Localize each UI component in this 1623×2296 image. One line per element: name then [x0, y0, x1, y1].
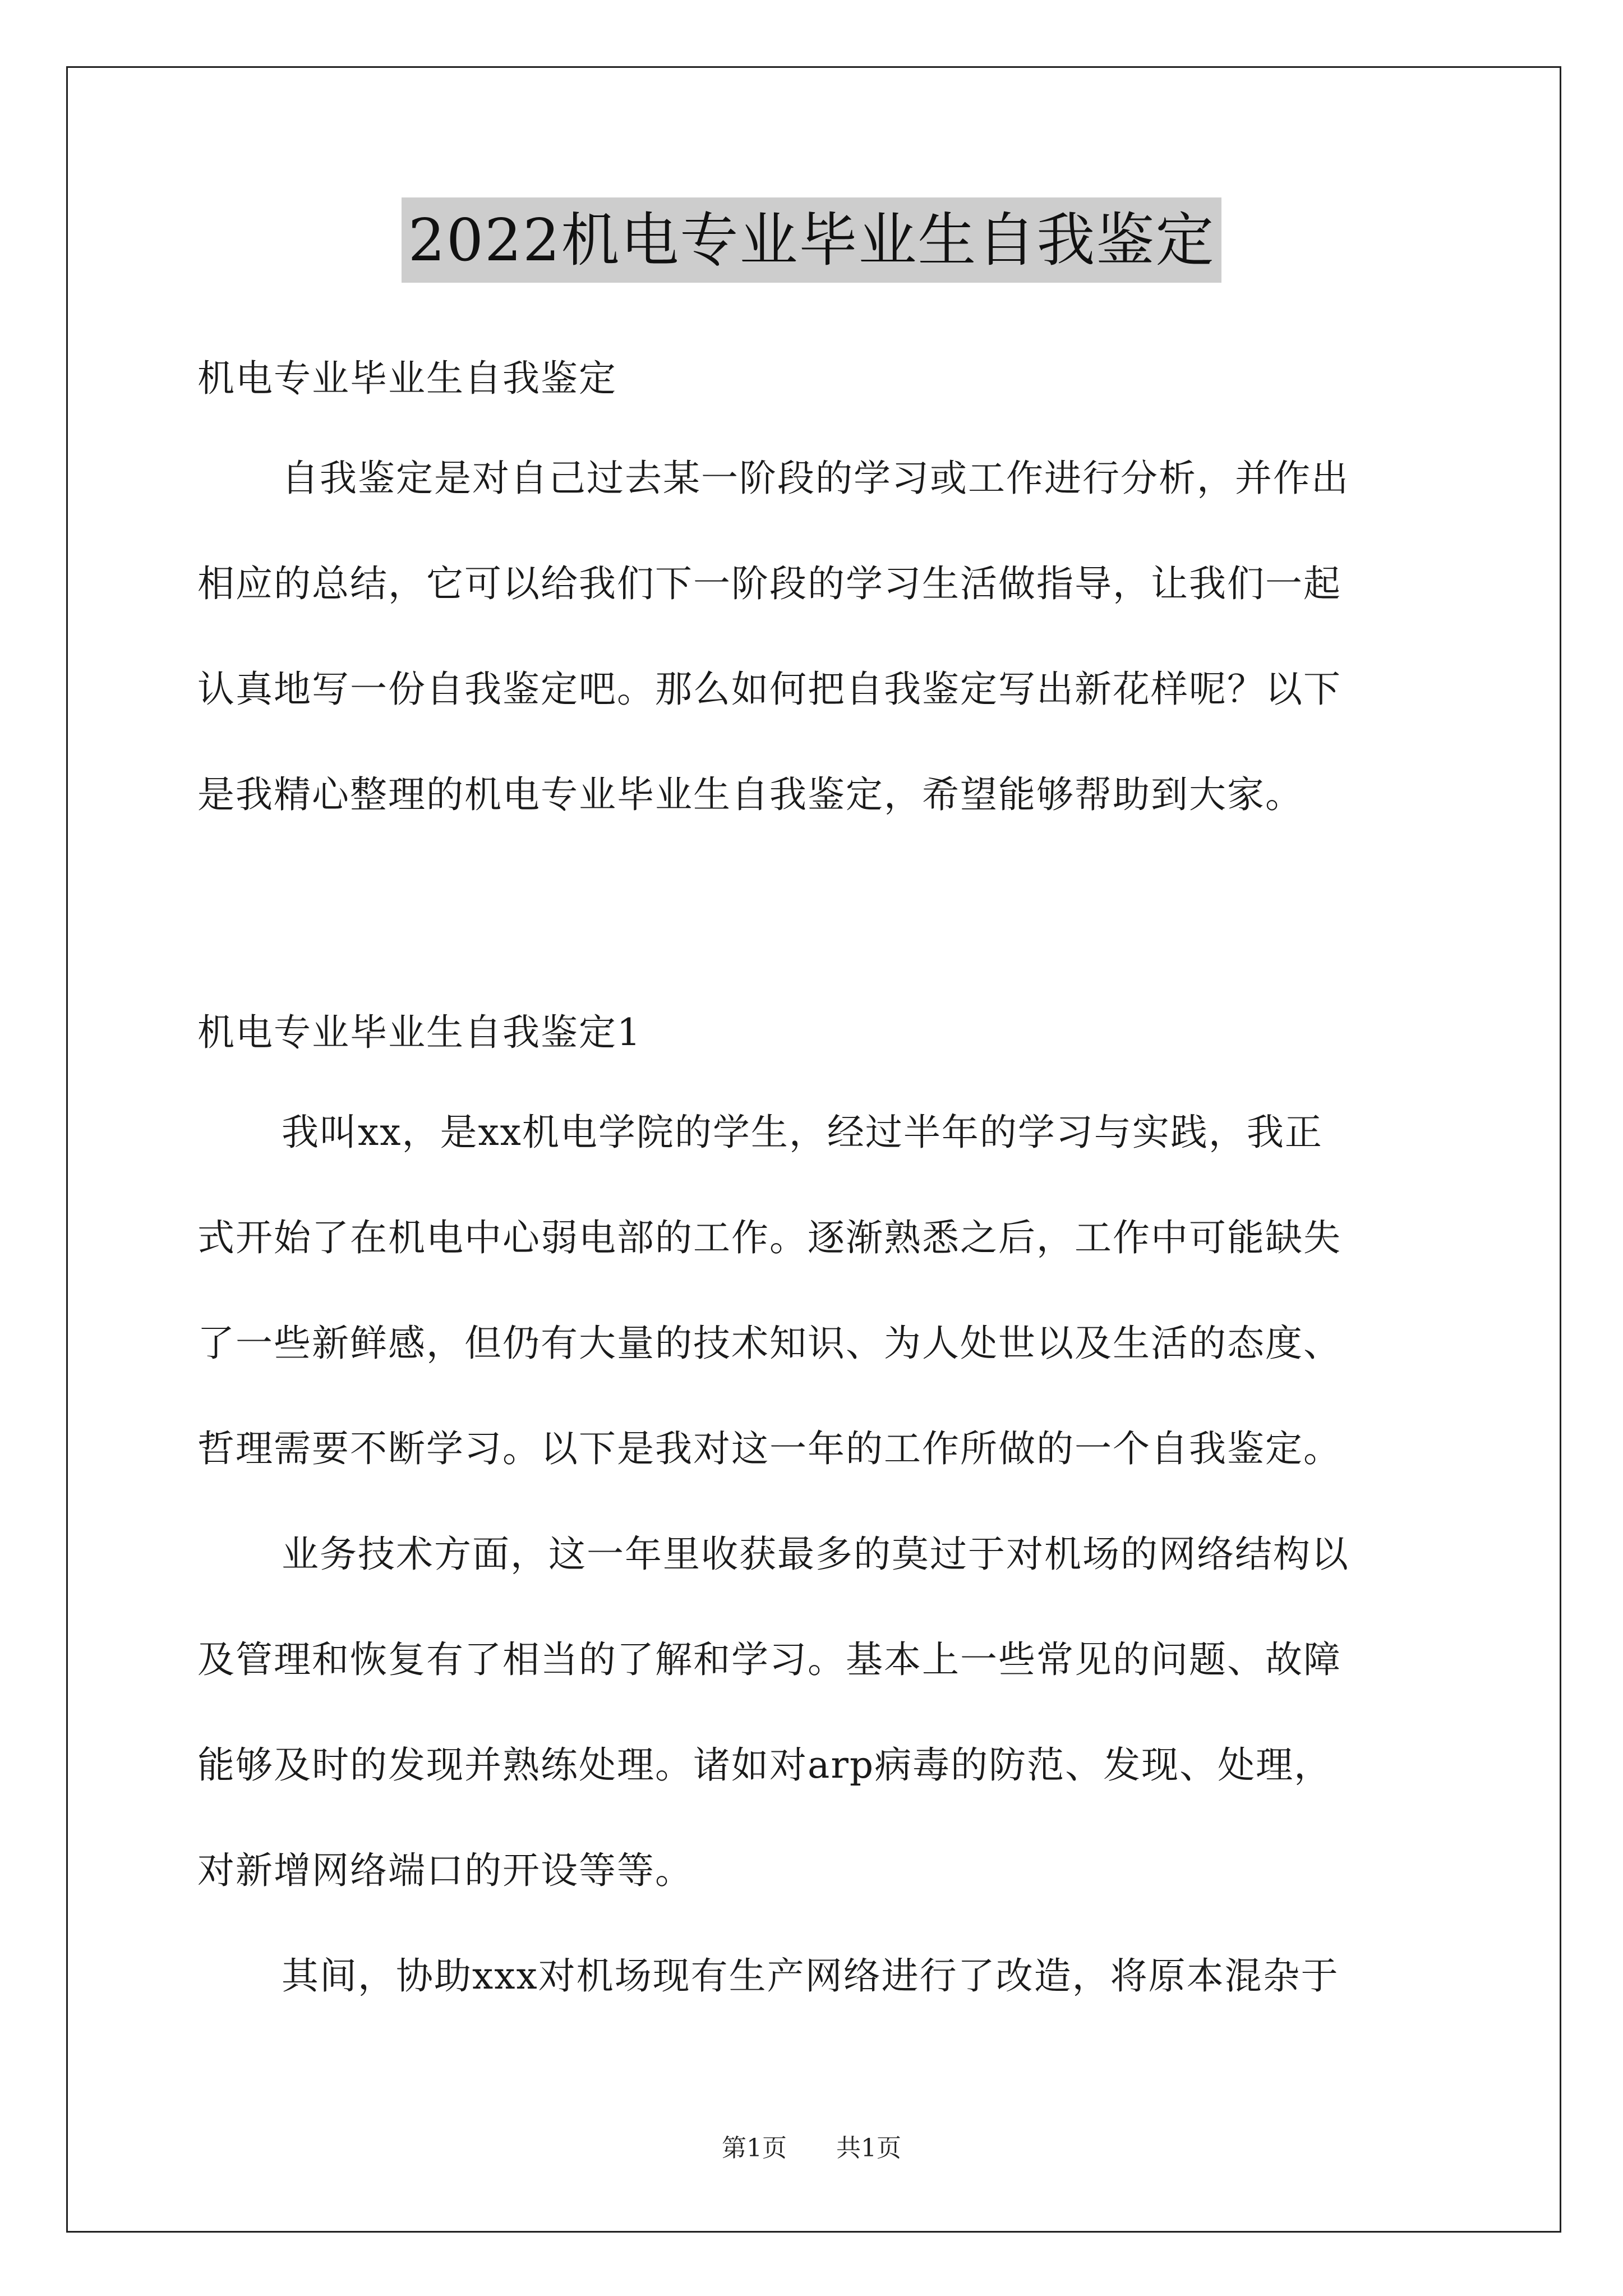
title-wrapper [0, 197, 1623, 283]
paragraph-line: 哲理需要不断学习。以下是我对这一年的工作所做的一个自我鉴定。 [197, 1427, 1341, 1470]
paragraph-line: 我叫xx，是xx机电学院的学生，经过半年的学习与实践，我正 [282, 1111, 1323, 1154]
paragraph-line: 业务技术方面，这一年里收获最多的莫过于对机场的网络结构以 [282, 1533, 1349, 1576]
paragraph-line: 自我鉴定是对自己过去某一阶段的学习或工作进行分析，并作出 [282, 457, 1349, 500]
paragraph-line: 是我精心整理的机电专业毕业生自我鉴定，希望能够帮助到大家。 [197, 773, 1303, 816]
paragraph-line: 能够及时的发现并熟练处理。诸如对arp病毒的防范、发现、处理， [197, 1743, 1332, 1787]
paragraph-line: 相应的总结，它可以给我们下一阶段的学习生活做指导，让我们一起 [197, 562, 1341, 605]
paragraph-line: 及管理和恢复有了相当的了解和学习。基本上一些常见的问题、故障 [197, 1638, 1341, 1681]
total-pages-indicator: 共1页 [836, 2134, 901, 2162]
current-page-indicator: 第1页 [722, 2134, 787, 2162]
paragraph-line: 了一些新鲜感，但仍有大量的技术知识、为人处世以及生活的态度、 [197, 1322, 1341, 1365]
paragraph-line: 其间，协助xxx对机场现有生产网络进行了改造，将原本混杂于 [282, 1954, 1339, 1998]
section-heading: 机电专业毕业生自我鉴定1 [197, 1011, 642, 1054]
paragraph-line: 对新增网络端口的开设等等。 [197, 1849, 693, 1892]
page-footer [0, 2132, 1623, 2165]
paragraph-line: 式开始了在机电中心弱电部的工作。逐渐熟悉之后，工作中可能缺失 [197, 1216, 1341, 1259]
paragraph-line: 认真地写一份自我鉴定吧。那么如何把自我鉴定写出新花样呢？以下 [197, 668, 1341, 711]
document-title: 2022机电专业毕业生自我鉴定 [402, 197, 1222, 283]
subtitle-line: 机电专业毕业生自我鉴定 [197, 357, 617, 400]
